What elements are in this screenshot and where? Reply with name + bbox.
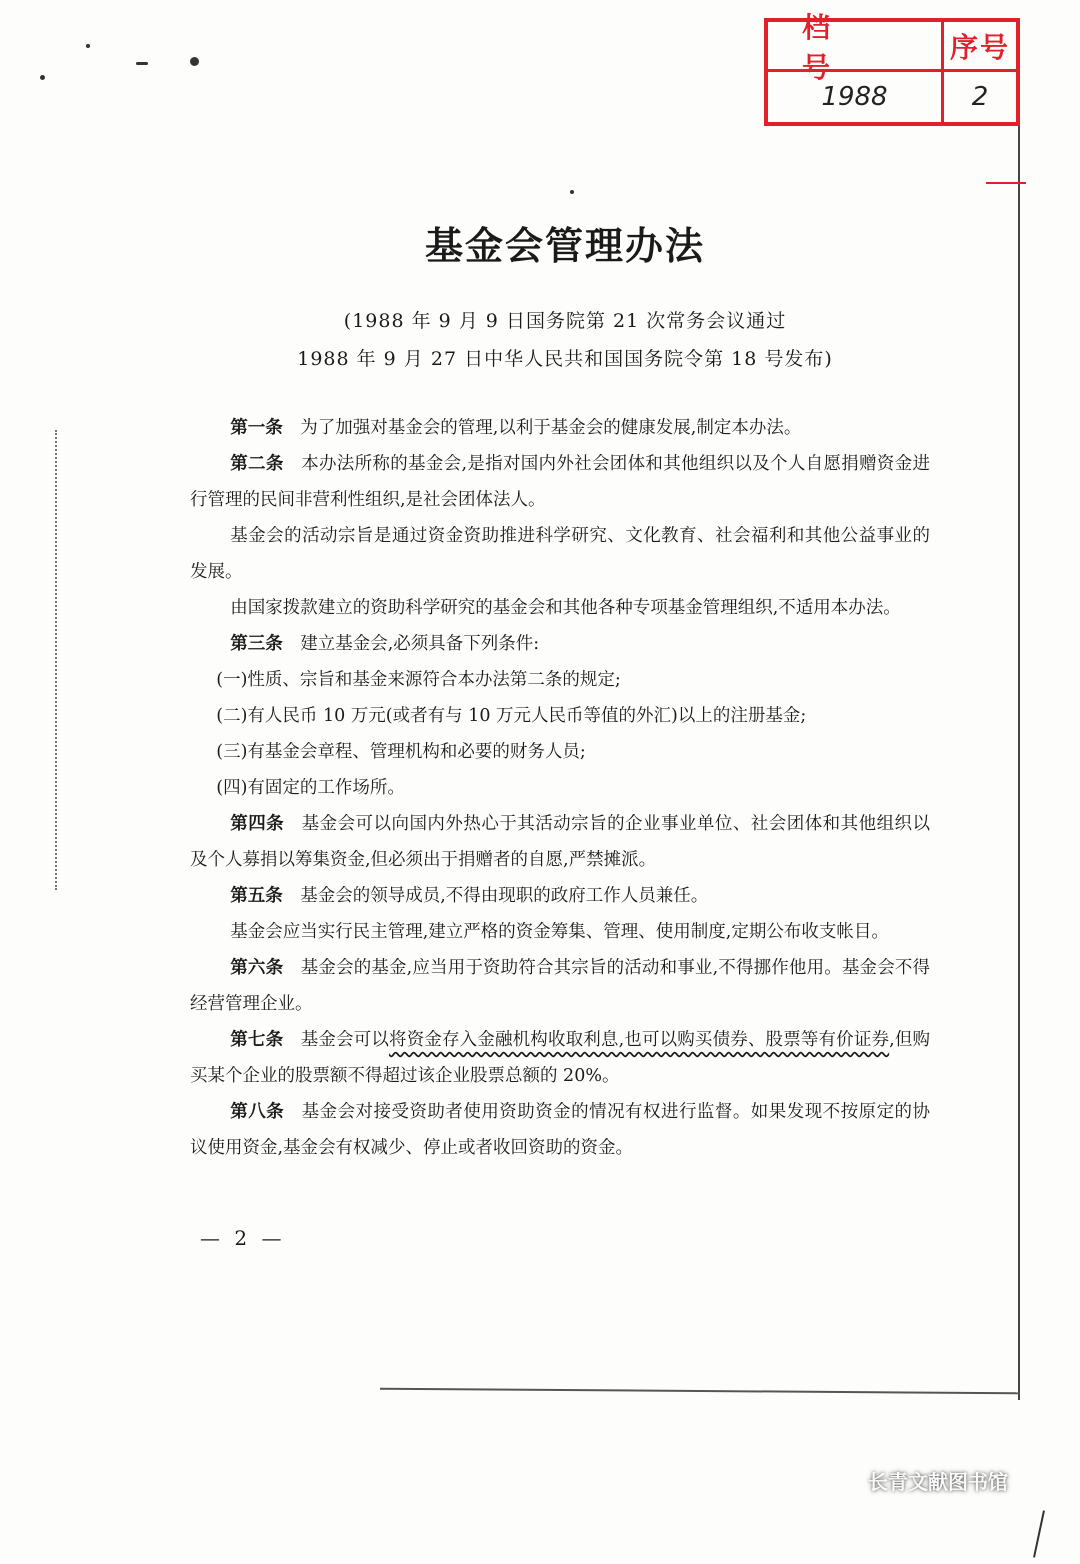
paragraph-text: 基金会可以 bbox=[300, 1030, 390, 1050]
paragraph bbox=[190, 698, 930, 734]
stamp-serial-value: 2 bbox=[971, 82, 989, 112]
article-label: 第一条 bbox=[230, 418, 283, 438]
document-title: 基金会管理办法 bbox=[424, 223, 705, 268]
paragraph bbox=[190, 518, 930, 590]
paragraph bbox=[190, 1022, 930, 1094]
paragraph bbox=[190, 662, 930, 698]
paragraph-text: 基金会的领导成员,不得由现职的政府工作人员兼任。 bbox=[300, 886, 709, 906]
paragraph-text: (三)有基金会章程、管理机构和必要的财务人员; bbox=[216, 742, 586, 762]
red-pencil-mark bbox=[986, 182, 1026, 184]
paragraph-text: 基金会的基金,应当用于资助符合其宗旨的活动和事业,不得挪作他用。基金会不得经营管理企业。 bbox=[190, 958, 931, 1014]
stamp-serial-cell bbox=[944, 72, 1016, 122]
paragraph bbox=[190, 878, 930, 914]
paragraph-text: 基金会的活动宗旨是通过资金资助推进科学研究、文化教育、社会福利和其他公益事业的发展。 bbox=[190, 526, 930, 582]
scan-artifact-left bbox=[55, 430, 57, 890]
page-number: — 2 — bbox=[200, 1226, 286, 1250]
paragraph-text: 基金会对接受资助者使用资助资金的情况有权进行监督。如果发现不按原定的协议使用资金,基金会有权减少、停止或者收回资助的资金。 bbox=[190, 1102, 931, 1158]
paragraph bbox=[190, 1094, 930, 1166]
page-edge-bottom bbox=[380, 1388, 1020, 1394]
stamp-header-serial: 序号 bbox=[944, 22, 1016, 72]
document-body bbox=[190, 410, 930, 1166]
paragraph bbox=[190, 410, 930, 446]
article-label: 第七条 bbox=[230, 1030, 284, 1050]
paragraph-text: (一)性质、宗旨和基金来源符合本办法第二条的规定; bbox=[216, 670, 621, 690]
document-subtitle-line2: 1988 年 9 月 27 日中华人民共和国国务院令第 18 号发布) bbox=[297, 348, 833, 370]
scan-speck bbox=[190, 57, 199, 66]
paragraph bbox=[190, 914, 930, 950]
paragraph-text: 建立基金会,必须具备下列条件: bbox=[300, 634, 540, 654]
handwritten-mark bbox=[1033, 1510, 1045, 1557]
paragraph-text: (四)有固定的工作场所。 bbox=[216, 778, 405, 798]
scan-speck bbox=[570, 190, 574, 194]
paragraph-text: (二)有人民币 10 万元(或者有与 10 万元人民币等值的外汇)以上的注册基金; bbox=[216, 706, 807, 726]
paragraph bbox=[190, 734, 930, 770]
article-label: 第二条 bbox=[230, 454, 284, 474]
paragraph bbox=[190, 770, 930, 806]
article-label: 第三条 bbox=[230, 634, 283, 654]
stamp-archive-cell bbox=[768, 72, 944, 122]
paragraph-text: 基金会应当实行民主管理,建立严格的资金筹集、管理、使用制度,定期公布收支帐目。 bbox=[230, 922, 889, 942]
paragraph-text: 由国家拨款建立的资助科学研究的基金会和其他各种专项基金管理组织,不适用本办法。 bbox=[230, 598, 901, 618]
paragraph bbox=[190, 446, 930, 518]
paragraph bbox=[190, 626, 930, 662]
article-label: 第八条 bbox=[230, 1102, 285, 1122]
scan-speck bbox=[136, 62, 148, 65]
article-label: 第六条 bbox=[230, 958, 284, 978]
paragraph-text: 本办法所称的基金会,是指对国内外社会团体和其他组织以及个人自愿捐赠资金进行管理的民间非营利性组织,是社会团体法人。 bbox=[190, 454, 931, 510]
article-label: 第五条 bbox=[230, 886, 283, 906]
stamp-archive-value: 1988 bbox=[821, 82, 888, 112]
paragraph bbox=[190, 806, 930, 878]
stamp-header-archive: 档 号 bbox=[768, 22, 944, 72]
scan-speck bbox=[40, 75, 45, 80]
archive-stamp bbox=[764, 10, 1020, 126]
paragraph-text: ,但购买某个企业的股票额不得超过该企业股票总额的 20%。 bbox=[190, 1030, 931, 1086]
article-label: 第四条 bbox=[230, 814, 285, 834]
underlined-text: 将资金存入金融机构收取利息,也可以购买债券、股票等有价证券 bbox=[389, 1030, 890, 1050]
scan-speck bbox=[86, 44, 90, 48]
paragraph bbox=[190, 590, 930, 626]
library-watermark: 长青文献图书馆 bbox=[868, 1470, 1008, 1494]
document-subtitle-line1: (1988 年 9 月 9 日国务院第 21 次常务会议通过 bbox=[343, 310, 787, 332]
paragraph bbox=[190, 950, 930, 1022]
paragraph-text: 基金会可以向国内外热心于其活动宗旨的企业事业单位、社会团体和其他组织以及个人募捐以筹集资金,但必须出于捐赠者的自愿,严禁摊派。 bbox=[190, 814, 931, 870]
paragraph-text: 为了加强对基金会的管理,以利于基金会的健康发展,制定本办法。 bbox=[300, 418, 802, 438]
